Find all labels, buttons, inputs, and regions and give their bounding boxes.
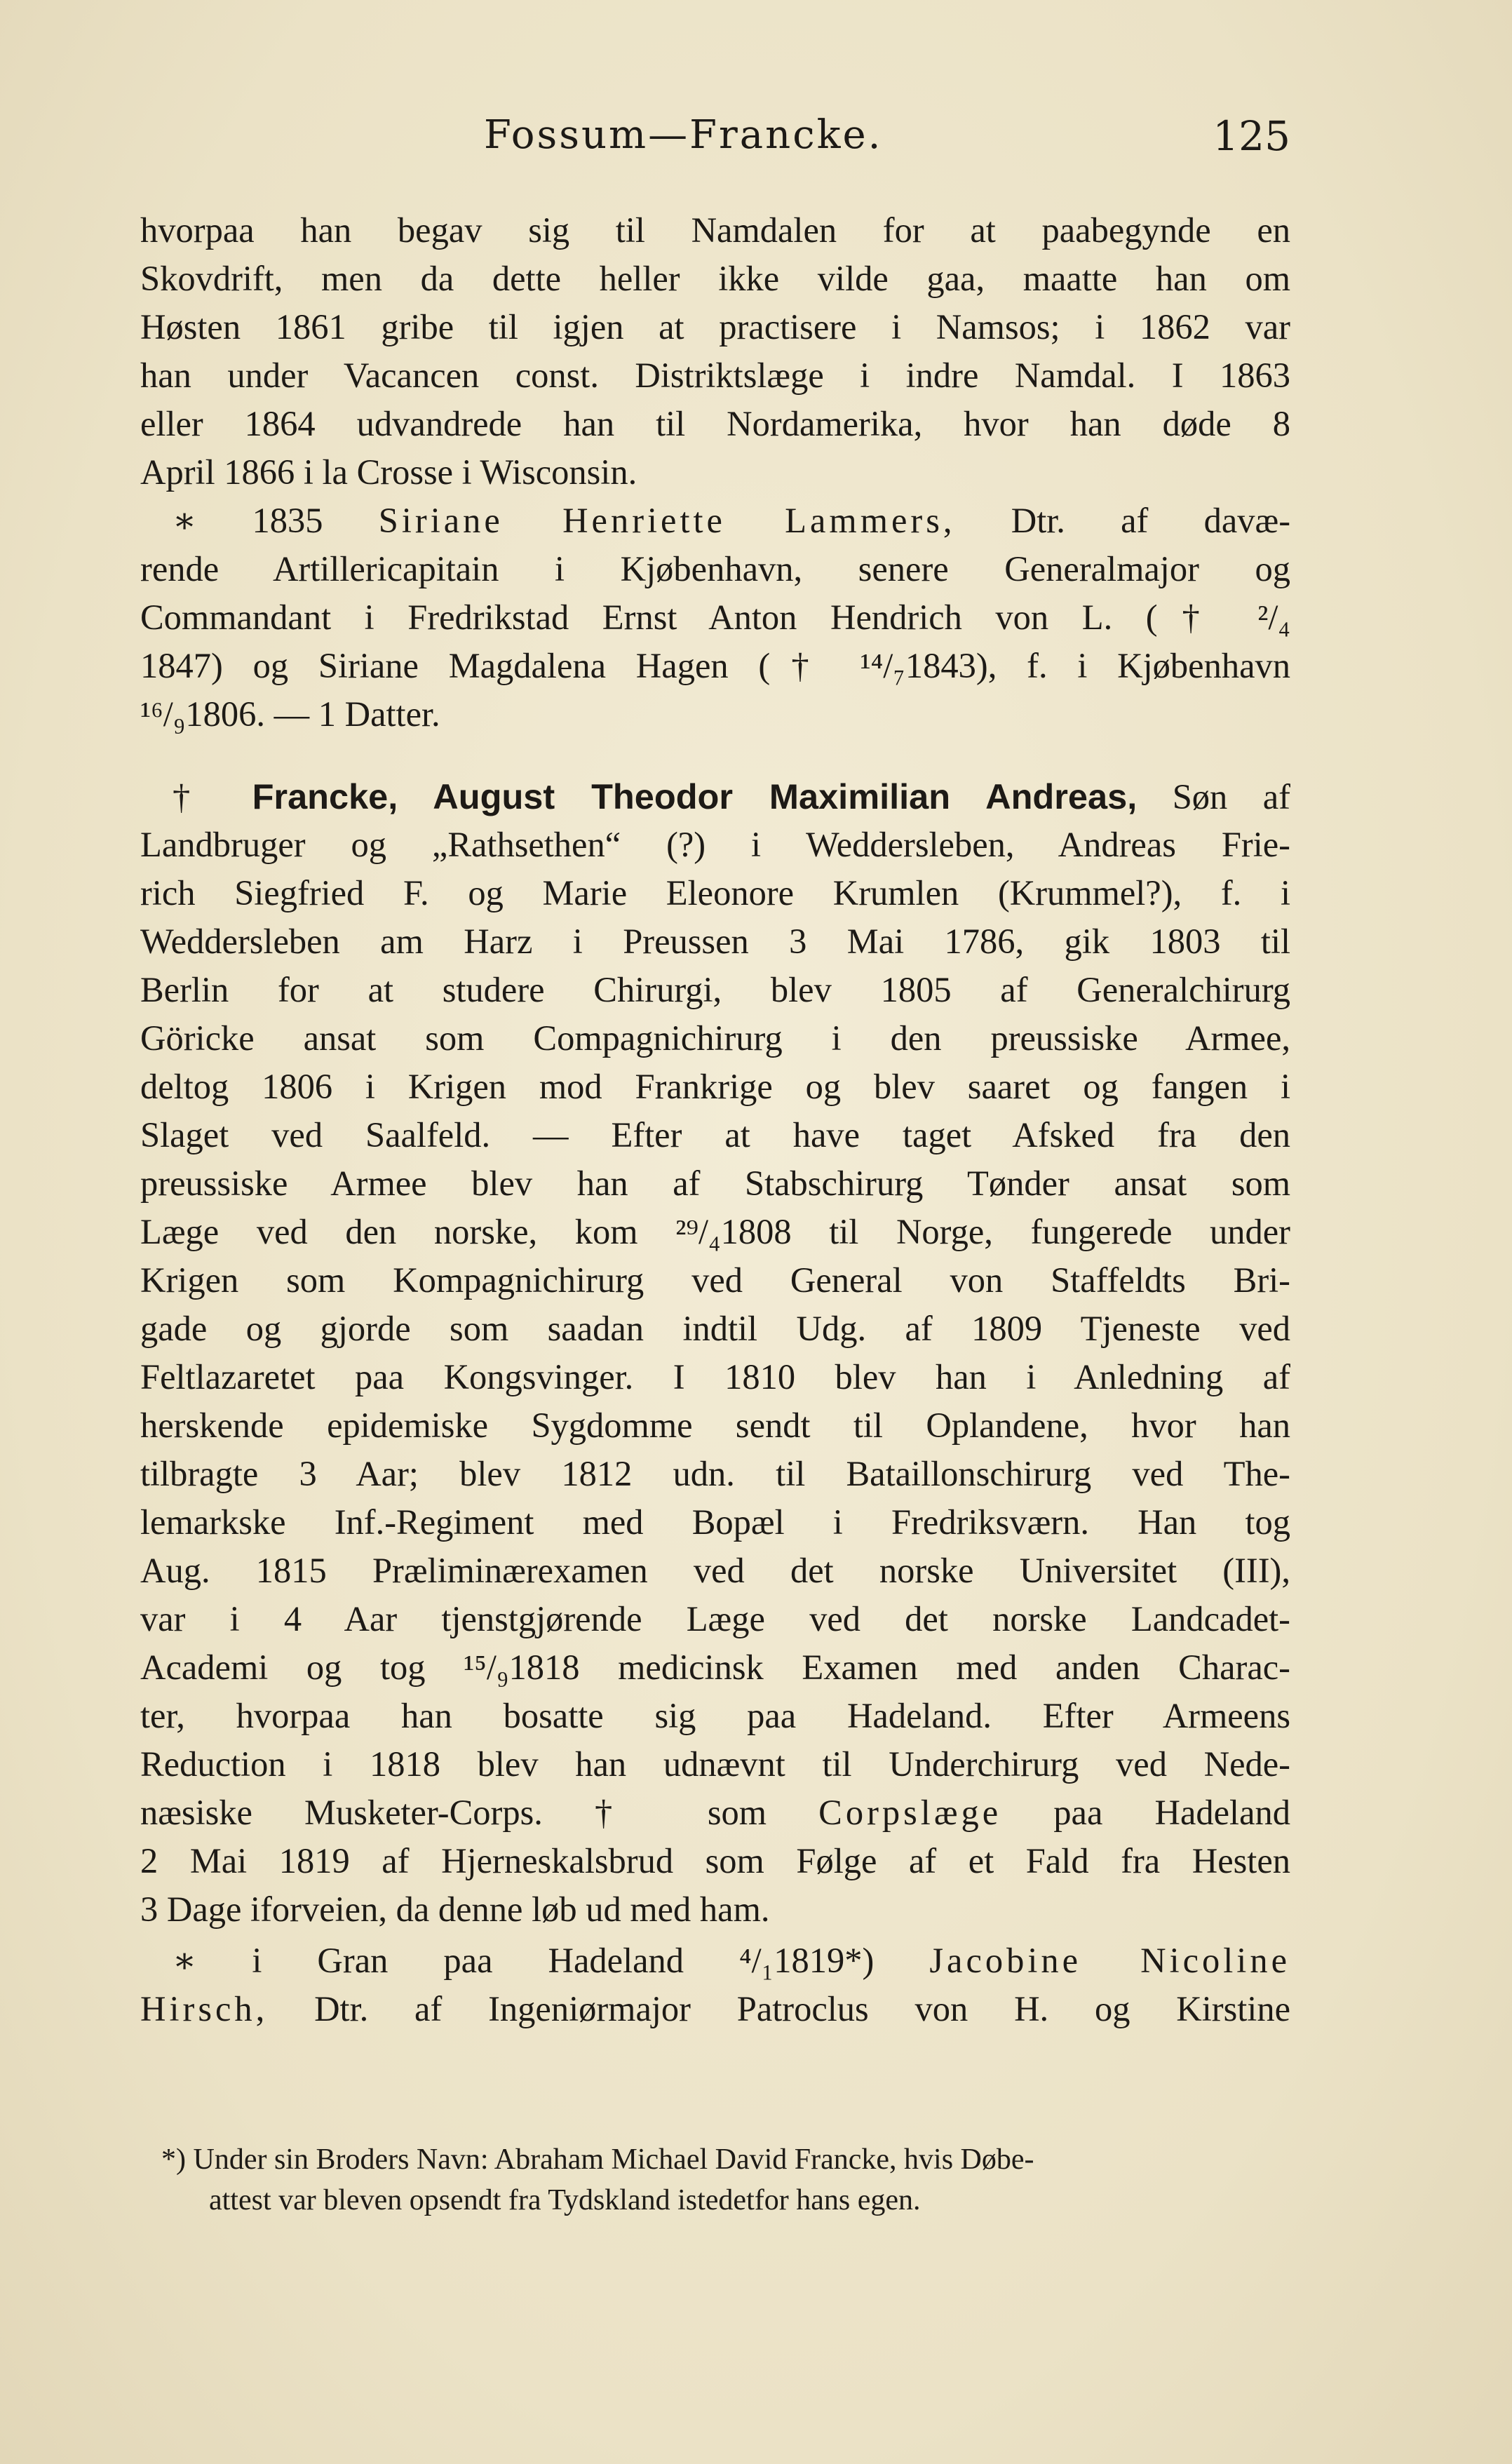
- text-line: Reduction i 1818 blev han udnævnt til Underchirurg ved Nede-: [140, 1744, 1290, 1784]
- text-line: gade og gjorde som saadan indtil Udg. af 1809 Tjeneste ved: [140, 1309, 1290, 1348]
- text-line: Krigen som Kompagnichirurg ved General von Staffeldts Bri-: [140, 1260, 1290, 1300]
- text-line: Göricke ansat som Compagnichirurg i den preussiske Armee,: [140, 1018, 1290, 1058]
- text-line: eller 1864 udvandrede han til Nordamerika, hvor han døde 8: [140, 404, 1290, 443]
- text-line: Academi og tog ¹⁵/₉1818 medicinsk Examen med anden Charac-: [140, 1648, 1290, 1687]
- text-line: ¹⁶/₉1806. — 1 Datter.: [140, 694, 440, 734]
- running-title: Fossum—Francke.: [484, 112, 883, 158]
- paragraph-gap: [140, 739, 1290, 772]
- text-line: April 1866 i la Crosse i Wisconsin.: [140, 452, 637, 492]
- text-line: Høsten 1861 gribe til igjen at practisere i Namsos; i 1862 var: [140, 307, 1290, 346]
- text-line: herskende epidemiske Sygdomme sendt til Oplandene, hvor han: [140, 1406, 1290, 1445]
- death-line: [140, 1789, 1290, 1837]
- spouse-name: Siriane Henriette Lammers,: [378, 501, 956, 540]
- spouse-line-cont: [140, 1985, 1290, 2033]
- entry-rest: Søn af: [1137, 777, 1290, 816]
- spouse-prefix: ∗ 1835: [173, 501, 379, 540]
- text-line: tilbragte 3 Aar; blev 1812 udn. til Bataillonschirurg ved The-: [140, 1454, 1290, 1493]
- spouse-name: Jacobine Nicoline: [929, 1941, 1290, 1980]
- text-line: Læge ved den norske, kom ²⁹/₄1808 til Norge, fungerede under: [140, 1212, 1290, 1251]
- footnote-line: attest var bleven opsendt fra Tydskland istedetfor hans egen.: [209, 2184, 921, 2216]
- text-line: deltog 1806 i Krigen mod Frankrige og blev saaret og fangen i: [140, 1067, 1290, 1106]
- body-text: [140, 206, 1290, 2033]
- spouse-rest: Dtr. af davæ-: [955, 501, 1291, 540]
- spouse-line: [140, 1937, 1290, 1985]
- text-line: Landbruger og „Rathsethen“ (?) i Weddersleben, Andreas Frie-: [140, 825, 1290, 864]
- entry-heading-line: [140, 772, 1290, 821]
- text-line: Aug. 1815 Præliminærexamen ved det norske Universitet (III),: [140, 1551, 1290, 1590]
- footnotes: [140, 2139, 1290, 2221]
- death-rest: paa Hadeland: [1001, 1793, 1290, 1832]
- text-line: han under Vacancen const. Distriktslæge i indre Namdal. I 1863: [140, 356, 1290, 395]
- text-line: ter, hvorpaa han bosatte sig paa Hadeland. Efter Armeens: [140, 1696, 1290, 1735]
- spouse-surname: Hirsch,: [140, 1989, 269, 2028]
- page-number: 125: [1213, 112, 1290, 160]
- footnote-line: *) Under sin Broders Navn: Abraham Michael David Francke, hvis Døbe-: [161, 2143, 1034, 2176]
- text-line: Slaget ved Saalfeld. — Efter at have taget Afsked fra den: [140, 1115, 1290, 1154]
- text-line: Berlin for at studere Chirurgi, blev 1805 af Generalchirurg: [140, 970, 1290, 1009]
- spouse-rest: Dtr. af Ingeniørmajor Patroclus von H. og Kirstine: [268, 1989, 1290, 2028]
- spouse-line: [140, 497, 1290, 545]
- text-line: Feltlazaretet paa Kongsvinger. I 1810 blev han i Anledning af: [140, 1357, 1290, 1396]
- text-line: var i 4 Aar tjenstgjørende Læge ved det norske Landcadet-: [140, 1599, 1290, 1638]
- text-line: rich Siegfried F. og Marie Eleonore Krumlen (Krummel?), f. i: [140, 873, 1290, 913]
- text-line: 1847) og Siriane Magdalena Hagen († ¹⁴/₇1843), f. i Kjøbenhavn: [140, 646, 1290, 685]
- death-prefix: næsiske Musketer-Corps. † som: [140, 1793, 819, 1832]
- text-line: Skovdrift, men da dette heller ikke vilde gaa, maatte han om: [140, 259, 1290, 298]
- text-line: Weddersleben am Harz i Preussen 3 Mai 1786, gik 1803 til: [140, 922, 1290, 961]
- page-header: [140, 112, 1290, 168]
- text-line: 2 Mai 1819 af Hjerneskalsbrud som Følge af et Fald fra Hesten: [140, 1841, 1290, 1880]
- text-line: hvorpaa han begav sig til Namdalen for at paabegynde en: [140, 210, 1290, 250]
- text-line: lemarkske Inf.-Regiment med Bopæl i Fredriksværn. Han tog: [140, 1502, 1290, 1542]
- entry-name: Francke, August Theodor Maximilian Andreas,: [252, 776, 1138, 816]
- death-spaced-word: Corpslæge: [818, 1793, 1002, 1832]
- dagger-mark: †: [173, 777, 217, 816]
- spouse-prefix: ∗ i Gran paa Hadeland ⁴/₁1819*): [173, 1941, 930, 1980]
- text-line: rende Artillericapitain i Kjøbenhavn, senere Generalmajor og: [140, 549, 1290, 588]
- text-line: preussiske Armee blev han af Stabschirurg Tønder ansat som: [140, 1164, 1290, 1203]
- text-line: 3 Dage iforveien, da denne løb ud med ham.: [140, 1890, 770, 1929]
- text-line: Commandant i Fredrikstad Ernst Anton Hendrich von L. († ²/₄: [140, 598, 1290, 637]
